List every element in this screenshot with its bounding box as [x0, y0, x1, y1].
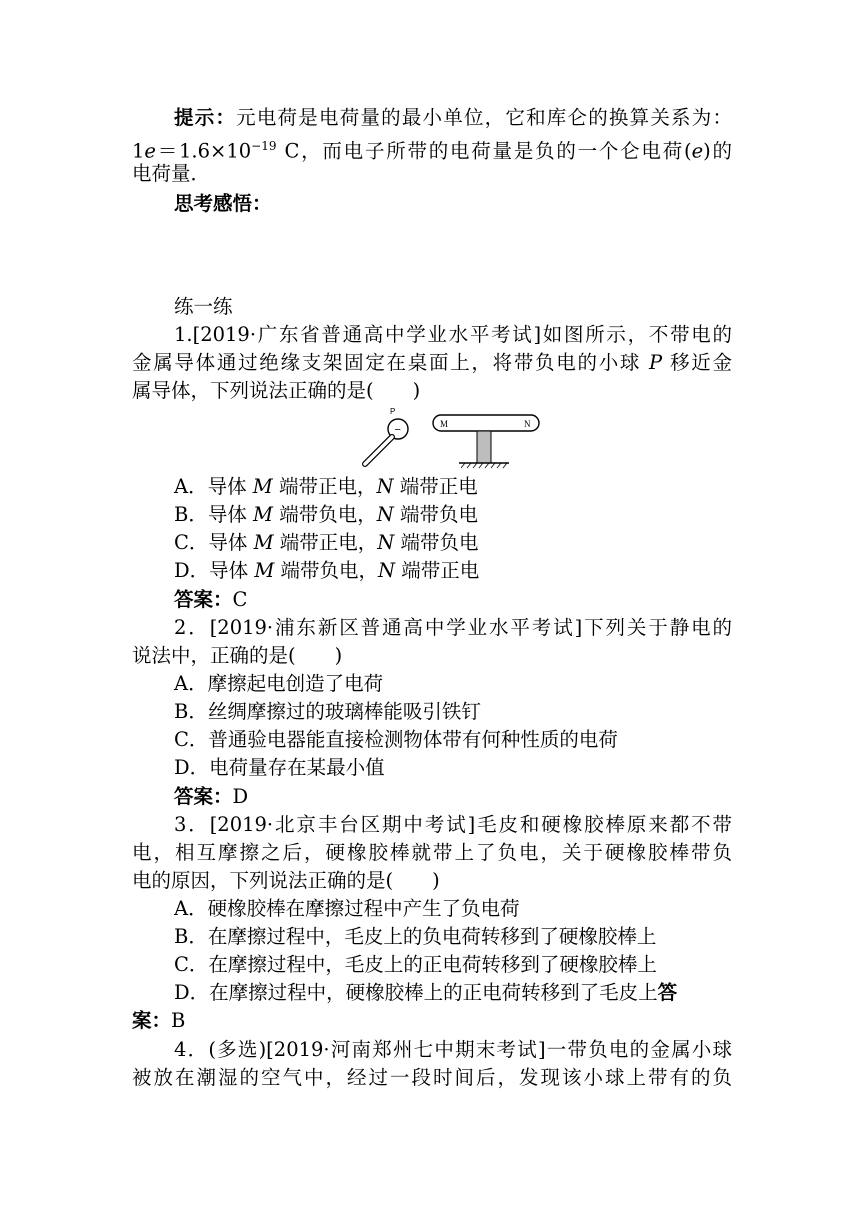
q2-answer: 答案：D [174, 785, 249, 808]
practice-label: 练一练 [174, 295, 233, 318]
q3-answer: 案：B [132, 1009, 186, 1032]
minus-sign: − [394, 424, 401, 436]
insulating-stand [477, 431, 491, 463]
q2-line-1: 2．[2019·浦东新区普通高中学业水平考试]下列关于静电的 [174, 616, 732, 639]
hint-line-2: $1e=1.6\times 10^{-19}$ C，而电子所带的电荷量是负的一个仑电荷(e)的 [132, 139, 732, 163]
q1-option-c: C．导体 M 端带正电，N 端带负电 [174, 531, 479, 554]
q2-line-2: 说法中，正确的是( ) [132, 644, 343, 667]
reflection-label: 思考感悟： [174, 192, 272, 215]
q3-line-3: 电的原因，下列说法正确的是( ) [132, 869, 440, 892]
q2-option-a: A．摩擦起电创造了电荷 [174, 672, 384, 695]
q1-answer: 答案：C [174, 588, 248, 611]
q3-option-c: C．在摩擦过程中，毛皮上的正电荷转移到了硬橡胶棒上 [174, 953, 657, 976]
q1-line-1: 1.[2019·广东省普通高中学业水平考试]如图所示，不带电的 [174, 323, 732, 346]
q3-option-a: A．硬橡胶棒在摩擦过程中产生了负电荷 [174, 897, 520, 920]
q4-line-2: 被放在潮湿的空气中，经过一段时间后，发现该小球上带有的负 [132, 1066, 732, 1089]
m-label: M [440, 419, 449, 429]
q3-option-b: B．在摩擦过程中，毛皮上的负电荷转移到了硬橡胶棒上 [174, 925, 657, 948]
q1-option-b: B．导体 M 端带负电，N 端带负电 [174, 503, 478, 526]
q1-option-a: A．导体 M 端带正电，N 端带正电 [174, 475, 478, 498]
q3-option-d: D．在摩擦过程中，硬橡胶棒上的正电荷转移到了毛皮上答 [174, 981, 678, 1004]
q2-option-c: C．普通验电器能直接检测物体带有何种性质的电荷 [174, 728, 618, 751]
q1-option-d: D．导体 M 端带负电，N 端带正电 [174, 559, 480, 582]
n-label: N [524, 419, 531, 429]
q3-line-2: 电，相互摩擦之后，硬橡胶棒就带上了负电，关于硬橡胶棒带负 [132, 841, 732, 864]
q2-option-d: D．电荷量存在某最小值 [174, 756, 385, 779]
q2-option-b: B．丝绸摩擦过的玻璃棒能吸引铁钉 [174, 700, 481, 723]
hint-line-3: 电荷量． [132, 162, 211, 185]
conductor-figure [355, 402, 545, 470]
insulating-handle [365, 437, 392, 464]
hint-line-1: 提示：元电荷是电荷量的最小单位，它和库仑的换算关系为： [174, 106, 732, 129]
q1-line-3: 属导体，下列说法正确的是( ) [132, 379, 421, 402]
p-label: P [390, 407, 396, 416]
q1-line-2: 金属导体通过绝缘支架固定在桌面上，将带负电的小球 P 移近金 [132, 351, 732, 374]
q4-line-1: 4．(多选)[2019·河南郑州七中期末考试]一带负电的金属小球 [174, 1038, 732, 1061]
q3-line-1: 3．[2019·北京丰台区期中考试]毛皮和硬橡胶棒原来都不带 [174, 813, 732, 836]
hint-label: 提示： [174, 106, 237, 129]
